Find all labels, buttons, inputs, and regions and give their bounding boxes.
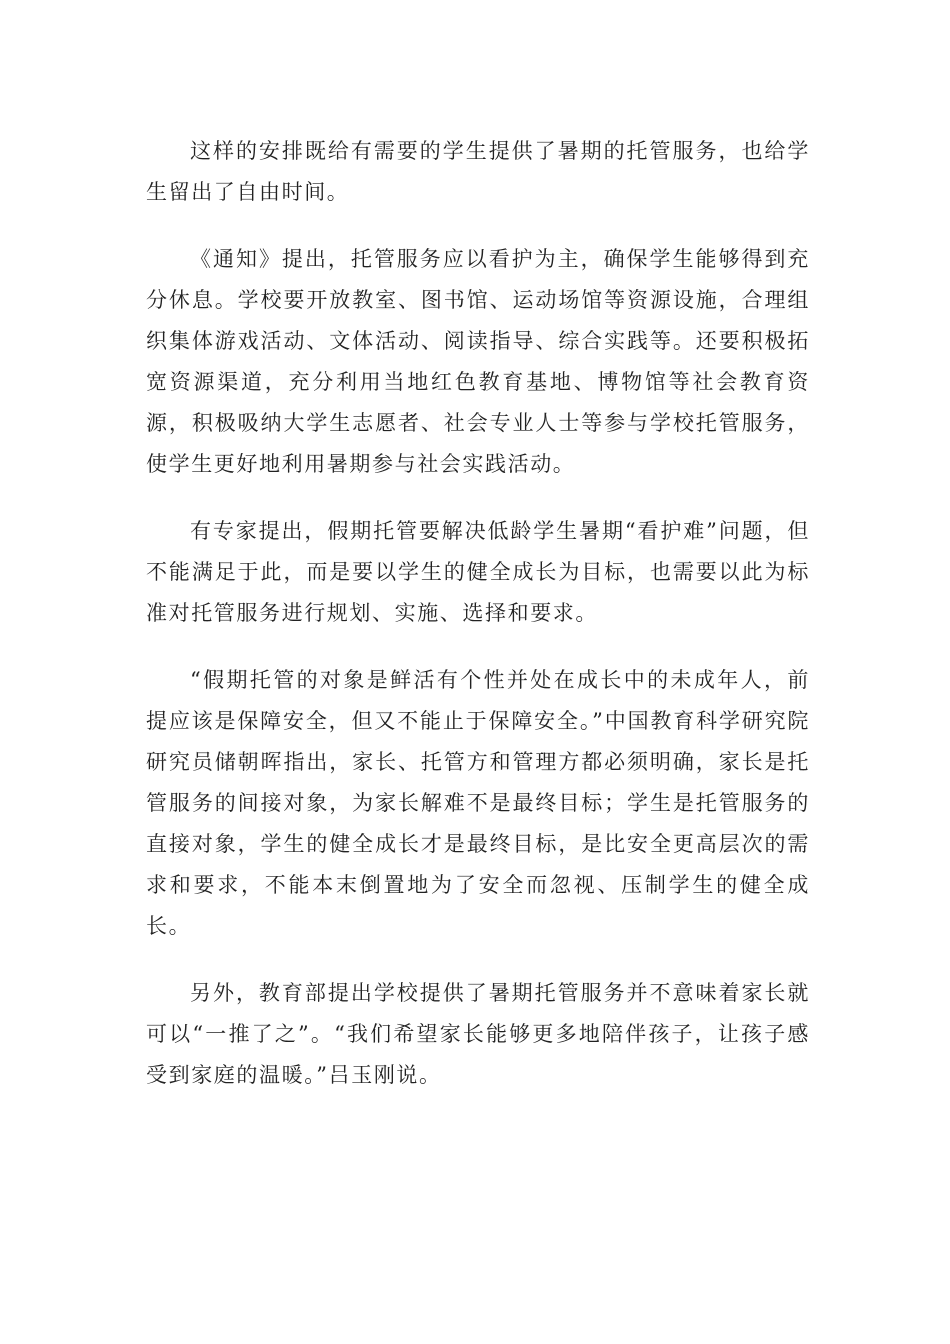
paragraph-4: “假期托管的对象是鲜活有个性并处在成长中的未成年人，前提应该是保障安全，但又不能止于保障安全。”中国教育科学研究院研究员储朝晖指出，家长、托管方和管理方都必须明确，家长是托管服务的间接对象，为家长解难不是最终目标；学生是托管服务的直接对象，学生的健全成长才是最终目标，是比安全更高层次的需求和要求，不能本末倒置地为了安全而忽视、压制学生的健全成长。	[146, 668, 810, 938]
document-body	[146, 131, 810, 1122]
paragraph-5: 另外，教育部提出学校提供了暑期托管服务并不意味着家长就可以“一推了之”。“我们希望家长能够更多地陪伴孩子，让孩子感受到家庭的温暖。”吕玉刚说。	[146, 981, 810, 1087]
paragraph-2: 《通知》提出，托管服务应以看护为主，确保学生能够得到充分休息。学校要开放教室、图书馆、运动场馆等资源设施，合理组织集体游戏活动、文体活动、阅读指导、综合实践等。还要积极拓宽资源渠道，充分利用当地红色教育基地、博物馆等社会教育资源，积极吸纳大学生志愿者、社会专业人士等参与学校托管服务，使学生更好地利用暑期参与社会实践活动。	[146, 247, 810, 476]
paragraph-1: 这样的安排既给有需要的学生提供了暑期的托管服务，也给学生留出了自由时间。	[146, 139, 810, 204]
paragraph-3: 有专家提出，假期托管要解决低龄学生暑期“看护难”问题，但不能满足于此，而是要以学生的健全成长为目标，也需要以此为标准对托管服务进行规划、实施、选择和要求。	[146, 519, 810, 625]
